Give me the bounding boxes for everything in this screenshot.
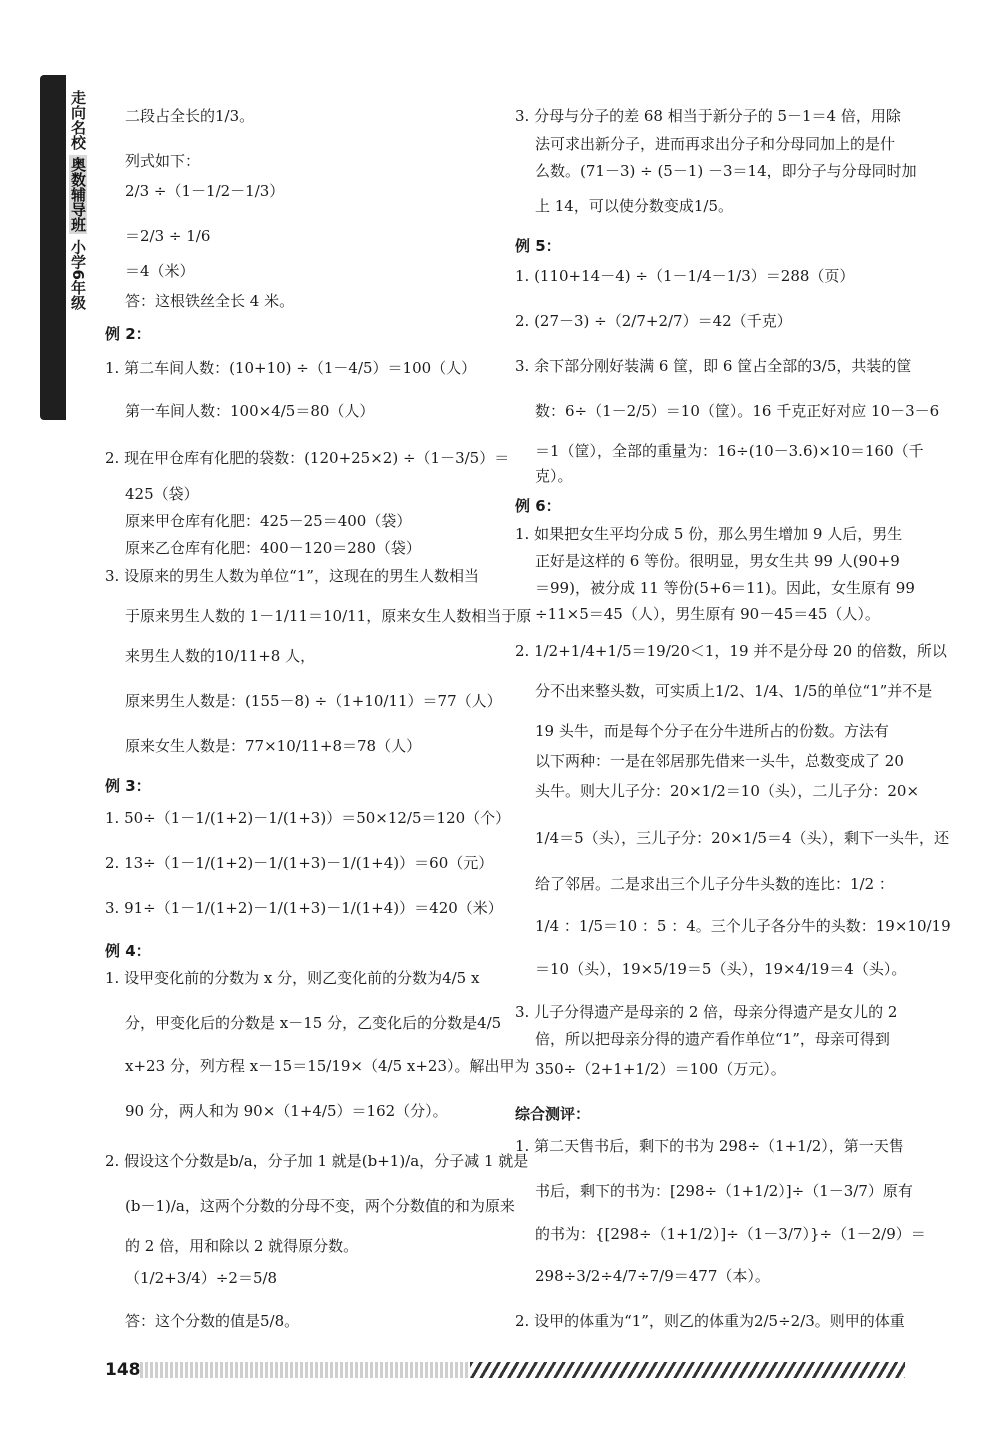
text-line: 90 分，两人和为 90×（1+4/5）＝162（分）。: [125, 1102, 448, 1120]
text-line: 克）。: [535, 467, 573, 485]
text-line: 答：这根铁丝全长 4 米。: [125, 292, 295, 310]
text-line: 3. 儿子分得遗产是母亲的 2 倍，母亲分得遗产是女儿的 2: [515, 1003, 898, 1021]
page-number: 148: [105, 1360, 141, 1380]
text-line: 2. 现在甲仓库有化肥的袋数：(120+25×2) ÷（1－3/5）＝: [105, 449, 510, 467]
text-line: ÷11×5＝45（人），男生原有 90－45＝45（人）。: [535, 605, 880, 623]
text-line: 2. 设甲的体重为“1”，则乙的体重为2/5÷2/3。则甲的体重: [515, 1312, 905, 1330]
text-line: 1. (110+14－4) ÷（1－1/4－1/3）＝288（页）: [515, 267, 855, 285]
text-line: 给了邻居。二是求出三个儿子分牛头数的连比：1/2 ：: [535, 875, 894, 893]
text-line: 答：这个分数的值是5/8。: [125, 1312, 300, 1330]
text-line: 19 头牛，而是每个分子在分牛进所占的份数。方法有: [535, 722, 889, 740]
text-line: 的 2 倍，用和除以 2 就得原分数。: [125, 1237, 359, 1255]
text-line: 列式如下：: [125, 152, 201, 170]
text-line: 正好是这样的 6 等份。很明显，男女生共 99 人(90+9: [535, 552, 900, 570]
section-heading: 例 6：: [515, 497, 561, 515]
text-line: （1/2+3/4）÷2＝5/8: [125, 1269, 278, 1287]
text-line: 分，甲变化后的分数是 x－15 分，乙变化后的分数是4/5: [125, 1014, 502, 1032]
text-line: 上 14，可以使分数变成1/5。: [535, 197, 733, 215]
text-line: 350÷（2+1+1/2）＝100（万元）。: [535, 1060, 786, 1078]
text-line: ＝4（米）: [125, 262, 195, 280]
text-line: 原来乙仓库有化肥：400－120＝280（袋）: [125, 539, 421, 557]
section-heading: 例 5：: [515, 237, 561, 255]
text-line: 3. 设原来的男生人数为单位“1”，这现在的男生人数相当: [105, 567, 479, 585]
text-line: x+23 分，列方程 x－15＝15/19×（4/5 x+23）。解出甲为: [125, 1057, 530, 1075]
text-line: 于原来男生人数的 1－1/11＝10/11，原来女生人数相当于原: [125, 607, 532, 625]
text-line: 头牛。则大儿子分：20×1/2＝10（头），二儿子分：20×: [535, 782, 920, 800]
text-line: 以下两种：一是在邻居那先借来一头牛，总数变成了 20: [535, 752, 904, 770]
text-line: 298÷3/2÷4/7÷7/9＝477（本）。: [535, 1267, 770, 1285]
text-line: 数：6÷（1－2/5）＝10（筐）。16 千克正好对应 10－3－6: [535, 402, 940, 420]
text-line: ＝1（筐），全部的重量为：16÷(10－3.6)×10＝160（千: [535, 442, 924, 460]
text-line: 么数。(71－3) ÷ (5－1) －3＝14，即分子与分母同时加: [535, 162, 917, 180]
section-heading: 例 2：: [105, 325, 151, 343]
sidebar-middle: 奥数辅导班: [69, 157, 87, 233]
text-line: 2. (27－3) ÷（2/7+2/7）＝42（千克）: [515, 312, 792, 330]
text-line: 2. 假设这个分数是b/a，分子加 1 就是(b+1)/a，分子减 1 就是: [105, 1152, 529, 1170]
text-line: 1. 第二车间人数：(10+10) ÷（1－4/5）＝100（人）: [105, 359, 477, 377]
text-line: 法可求出新分子，进而再求出分子和分母同加上的是什: [535, 135, 896, 153]
text-line: 2. 1/2+1/4+1/5＝19/20＜1，19 并不是分母 20 的倍数，所以: [515, 642, 947, 660]
text-line: 原来女生人数是：77×10/11+8＝78（人）: [125, 737, 422, 755]
section-heading: 综合测评：: [515, 1105, 591, 1123]
text-line: 分不出来整头数，可实质上1/2、1/4、1/5的单位“1”并不是: [535, 682, 933, 700]
text-line: ＝2/3 ÷ 1/6: [125, 227, 211, 245]
text-line: 2/3 ÷（1－1/2－1/3）: [125, 182, 285, 200]
text-line: 1/4＝5（头），三儿子分：20×1/5＝4（头），剩下一头牛，还: [535, 829, 950, 847]
text-line: 原来甲仓库有化肥：425－25＝400（袋）: [125, 512, 412, 530]
text-line: 原来男生人数是：(155－8) ÷（1+10/11）＝77（人）: [125, 692, 502, 710]
text-line: ＝99)，被分成 11 等份(5+6＝11)。因此，女生原有 99: [535, 579, 915, 597]
text-line: 倍，所以把母亲分得的遗产看作单位“1”，母亲可得到: [535, 1030, 890, 1048]
sidebar-bottom: 小学6年级: [69, 239, 87, 310]
text-line: 来男生人数的10/11+8 人，: [125, 647, 316, 665]
section-heading: 例 4：: [105, 942, 151, 960]
text-line: 1. 如果把女生平均分成 5 份，那么男生增加 9 人后，男生: [515, 525, 903, 543]
text-line: 的书为：{[298÷（1+1/2）]÷（1－3/7）}÷（1－2/9）＝: [535, 1225, 926, 1243]
text-line: (b－1)/a，这两个分数的分母不变，两个分数值的和为原来: [125, 1197, 515, 1215]
sidebar-top: 走向名校: [69, 90, 87, 150]
text-line: 1. 第二天售书后，剩下的书为 298÷（1+1/2），第一天售: [515, 1137, 904, 1155]
text-line: 第一车间人数：100×4/5＝80（人）: [125, 402, 375, 420]
section-heading: 例 3：: [105, 777, 151, 795]
text-line: 1. 设甲变化前的分数为 x 分，则乙变化前的分数为4/5 x: [105, 969, 480, 987]
text-line: 2. 13÷（1－1/(1+2)－1/(1+3)－1/(1+4)）＝60（元）: [105, 854, 494, 872]
footer-arrows: [470, 1362, 905, 1378]
text-line: 1/4 ：1/5＝10 ：5 ：4。三个儿子各分牛的头数：19×10/19: [535, 917, 951, 935]
text-line: 425（袋）: [125, 485, 199, 503]
text-line: ＝10（头），19×5/19＝5（头），19×4/19＝4（头）。: [535, 960, 907, 978]
sidebar-label: [60, 90, 86, 310]
text-line: 3. 分母与分子的差 68 相当于新分子的 5－1＝4 倍，用除: [515, 107, 901, 125]
text-line: 3. 91÷（1－1/(1+2)－1/(1+3)－1/(1+4)）＝420（米）: [105, 899, 503, 917]
text-line: 二段占全长的1/3。: [125, 107, 255, 125]
text-line: 书后，剩下的书为：[298÷（1+1/2）]÷（1－3/7）原有: [535, 1182, 913, 1200]
text-line: 1. 50÷（1－1/(1+2)－1/(1+3)）＝50×12/5＝120（个）: [105, 809, 511, 827]
text-line: 3. 余下部分刚好装满 6 筐，即 6 筐占全部的3/5，共装的筐: [515, 357, 912, 375]
